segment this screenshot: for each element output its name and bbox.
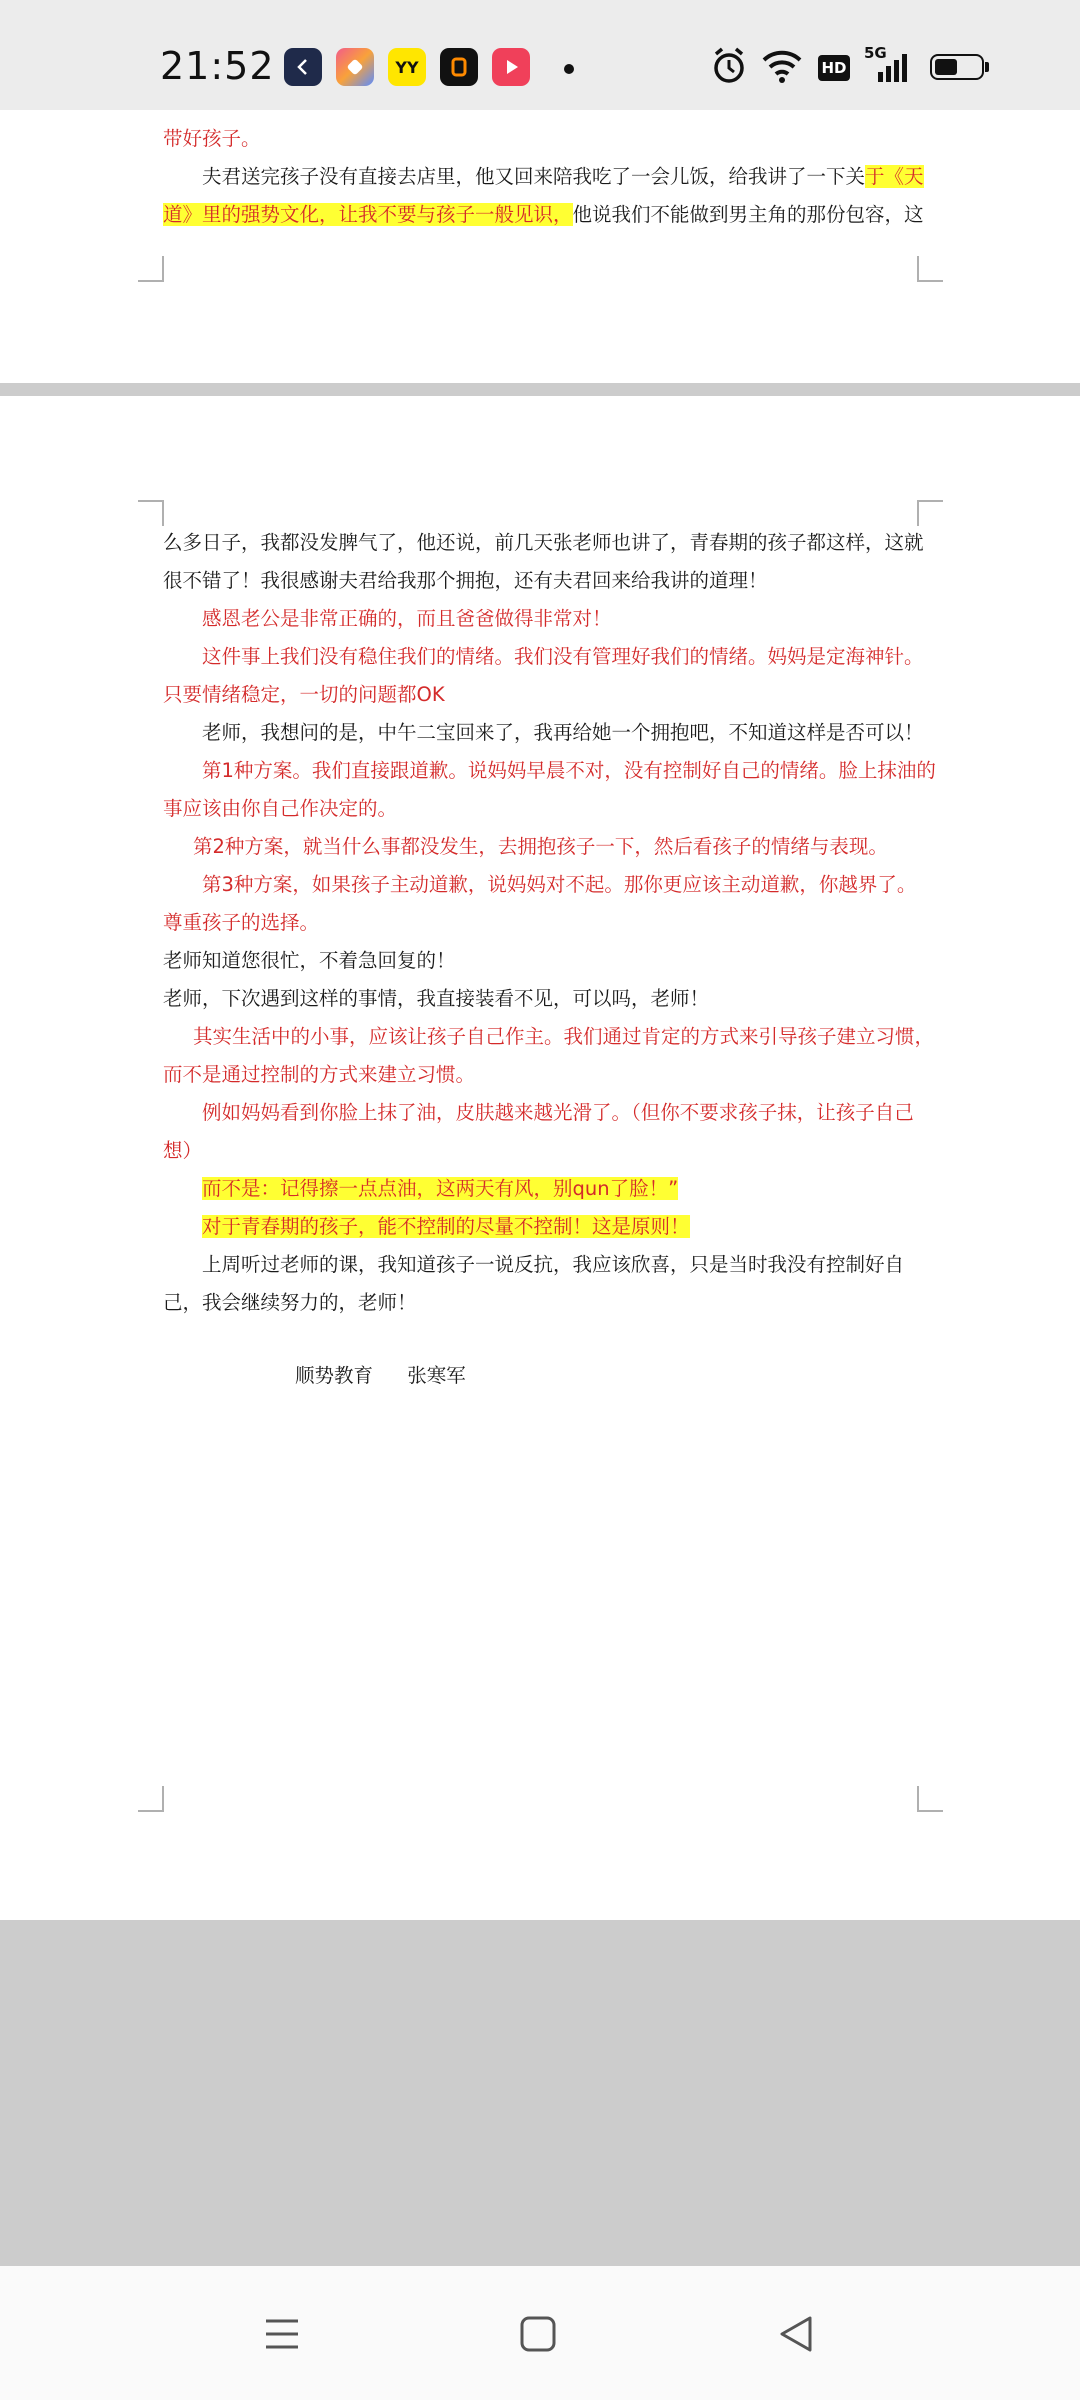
doc-line: 其实生活中的小事，应该让孩子自己作主。我们通过肯定的方式来引导孩子建立习惯， xyxy=(193,1025,935,1048)
doc-line: 己，我会继续努力的，老师！ xyxy=(163,1291,417,1314)
doc-line: 例如妈妈看到你脸上抹了油，皮肤越来越光滑了。（但你不要求孩子抹，让孩子自己 xyxy=(202,1101,914,1124)
doc-line: 感恩老公是非常正确的，而且爸爸做得非常对！ xyxy=(202,607,612,630)
doc-line xyxy=(163,1208,917,1246)
doc-line: 而不是通过控制的方式来建立习惯。 xyxy=(163,1063,476,1086)
yy-label: YY xyxy=(395,57,419,77)
doc-line: 这件事上我们没有稳住我们的情绪。我们没有管理好我们的情绪。妈妈是定海神针。 xyxy=(202,645,924,668)
app-orange-icon xyxy=(440,48,478,86)
navigation-bar xyxy=(0,2266,1080,2400)
highlighted-text: 道》里的强势文化，让我不要与孩子一般见识， xyxy=(163,203,573,226)
signature-org: 顺势教育 xyxy=(295,1364,374,1387)
status-time: 21:52 xyxy=(160,44,275,88)
alarm-icon xyxy=(710,46,748,86)
hd-icon xyxy=(818,55,850,81)
doc-line: 上周听过老师的课，我知道孩子一说反抗，我应该欣喜，只是当时我没有控制好自 xyxy=(202,1253,905,1276)
page2-text xyxy=(163,524,936,1322)
page-corner-marker xyxy=(917,256,943,282)
signal-5g-icon xyxy=(864,46,914,86)
doc-line: 尊重孩子的选择。 xyxy=(163,911,320,934)
doc-line: 想） xyxy=(163,1139,203,1162)
doc-line: 老师，下次遇到这样的事情，我直接装看不见，可以吗，老师！ xyxy=(163,987,710,1010)
page-corner-marker xyxy=(138,500,164,526)
menu-icon[interactable] xyxy=(258,2310,306,2358)
doc-line: 只要情绪稳定，一切的问题都OK xyxy=(163,683,445,706)
document-page-2[interactable] xyxy=(0,396,1080,1920)
signature-name: 张寒军 xyxy=(407,1364,466,1387)
battery-icon xyxy=(930,54,990,82)
doc-line: 夫君送完孩子没有直接去店里，他又回来陪我吃了一会儿饭，给我讲了一下关于《天 xyxy=(202,165,924,188)
net-label: 5G xyxy=(864,44,887,62)
doc-line: 么多日子，我都没发脾气了，他还说，前几天张老师也讲了，青春期的孩子都这样，这就 xyxy=(163,531,924,554)
app-yy-icon xyxy=(388,48,426,86)
document-page-1[interactable] xyxy=(0,110,1080,383)
home-icon[interactable] xyxy=(514,2310,562,2358)
page-corner-marker xyxy=(917,1786,943,1812)
page1-text xyxy=(163,120,924,234)
doc-line: 老师知道您很忙，不着急回复的！ xyxy=(163,949,456,972)
status-bar xyxy=(0,0,1080,110)
page-corner-marker xyxy=(917,500,943,526)
highlighted-text: 而不是：记得擦一点点油，这两天有风，别qun了脸！” xyxy=(202,1177,679,1200)
doc-line: 第1种方案。我们直接跟道歉。说妈妈早晨不对，没有控制好自己的情绪。脸上抹油的 xyxy=(202,759,936,782)
doc-line: 很不错了！我很感谢夫君给我那个拥抱，还有夫君回来给我讲的道理！ xyxy=(163,569,768,592)
highlighted-text: 于《天 xyxy=(865,165,924,188)
page-corner-marker xyxy=(138,256,164,282)
signature xyxy=(295,1360,494,1388)
page-corner-marker xyxy=(138,1786,164,1812)
doc-line xyxy=(163,1170,917,1208)
app-edit-icon xyxy=(336,48,374,86)
doc-line: 老师，我想问的是，中午二宝回来了，我再给她一个拥抱吧，不知道这样是否可以！ xyxy=(202,721,924,744)
notification-dot-icon xyxy=(564,64,574,74)
hd-label: HD xyxy=(821,59,847,77)
wifi-icon xyxy=(760,46,804,86)
app-back-icon xyxy=(284,48,322,86)
doc-line: 带好孩子。 xyxy=(163,127,261,150)
back-icon[interactable] xyxy=(772,2310,820,2358)
app-play-icon xyxy=(492,48,530,86)
doc-line: 道》里的强势文化，让我不要与孩子一般见识，他说我们不能做到男主角的那份包容，这 xyxy=(163,203,924,226)
highlighted-text: 对于青春期的孩子，能不控制的尽量不控制！这是原则！ xyxy=(202,1215,690,1238)
doc-line: 事应该由你自己作决定的。 xyxy=(163,797,398,820)
doc-line: 第2种方案，就当什么事都没发生，去拥抱孩子一下，然后看孩子的情绪与表现。 xyxy=(193,835,888,858)
doc-line: 第3种方案，如果孩子主动道歉，说妈妈对不起。那你更应该主动道歉，你越界了。 xyxy=(202,873,917,896)
